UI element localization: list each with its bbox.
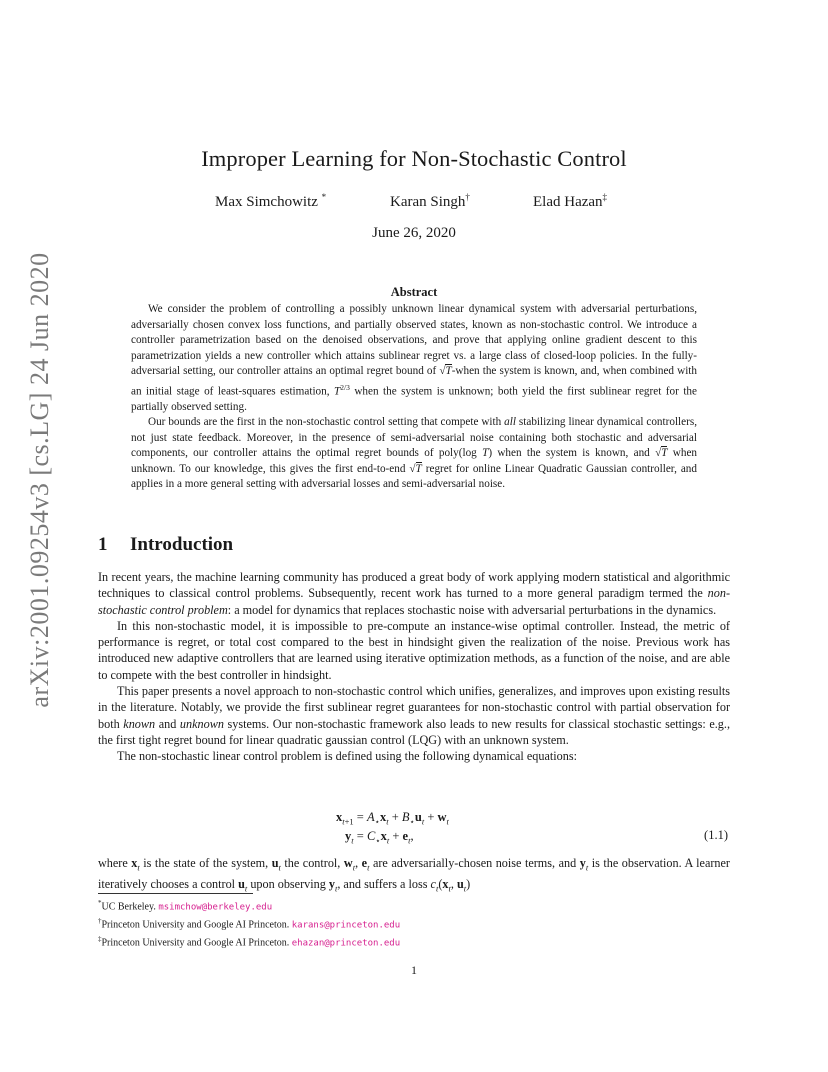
equation-line-observation: $y_t = C_⋆x_t + e_t$, <box>345 829 414 846</box>
email-link[interactable]: karans@princeton.edu <box>291 920 401 931</box>
paper-title: Improper Learning for Non-Stochastic Control <box>201 146 627 171</box>
author-3 <box>533 192 607 211</box>
section-heading <box>98 534 233 556</box>
author-2 <box>390 192 470 211</box>
arxiv-id: arXiv:2001.09254v3 [cs.LG] 24 Jun 2020 <box>25 252 54 708</box>
author-name: Max Simchowitz <box>215 194 318 210</box>
page-number: 1 <box>411 963 417 977</box>
intro-paragraph-2: In this non-stochastic model, it is impossible to pre-compute an instance-wise optimal controller. Instead, the metric of performance is regret, or total cost compared to the best in hindsight given the realization of the noise. Previous work has introduced new adaptive controllers that are learned using iterative optimization methods, as a function of the noise, and are able to compete with the best controller in hindsight. <box>98 618 730 682</box>
author-1 <box>215 192 326 211</box>
paper-date: June 26, 2020 <box>372 225 456 241</box>
arxiv-stamp <box>20 252 60 708</box>
footnotes <box>98 897 400 951</box>
email-link[interactable]: ehazan@princeton.edu <box>291 938 401 949</box>
author-mark: † <box>465 192 470 202</box>
equation-line-state: $x_{t+1} = A_⋆x_t + B_⋆u_t + w_t$ <box>336 810 449 827</box>
abstract-body <box>131 302 697 493</box>
footnote-2: †Princeton University and Google AI Princeton. karans@princeton.edu <box>98 917 401 931</box>
footnote-1: *UC Berkeley. msimchow@berkeley.edu <box>98 899 273 913</box>
equation-description: where $x_t$ is the state of the system, $u_t$ the control, $w_t$, $e_t$ are adversarially-chosen noise terms, and $y_t$ is the observation. A learner iteratively chooses a control $u_t$ upon observing $y_t$, and suffers a loss $c_t(x_t$, $u_t$) <box>98 856 730 894</box>
section-number: 1 <box>98 534 108 555</box>
abstract-paragraph-2: Our bounds are the first in the non-stochastic control setting that compete with all stabilizing linear dynamical controllers, not just state feedback. Moreover, in the presence of semi-adversarial noise containing both stochastic and adversarial components, our controller attains the optimal regret bounds of poly(log T) when the system is known, and √T when unknown. To our knowledge, this gives the first end-to-end √T regret for online Linear Quadratic Gaussian controller, and applies in a more general setting with adversarial losses and semi-adversarial noise. <box>131 416 697 491</box>
intro-paragraph-4: The non-stochastic linear control problem is defined using the following dynamical equations: <box>117 749 577 764</box>
section-title: Introduction <box>130 534 234 555</box>
intro-paragraph-1: In recent years, the machine learning community has produced a great body of work applying modern statistical and algorithmic techniques to classical control problems. Subsequently, recent work has turned to a more general paradigm termed the non-stochastic control problem: a model for dynamics that replaces stochastic noise with adversarial perturbations in the dynamics. <box>98 570 730 617</box>
email-link[interactable]: msimchow@berkeley.edu <box>158 902 273 913</box>
dynamics-equation <box>98 808 730 848</box>
footnote-3: ‡Princeton University and Google AI Princeton. ehazan@princeton.edu <box>98 935 401 949</box>
author-mark: ‡ <box>602 192 608 202</box>
author-name: Karan Singh <box>390 194 466 210</box>
abstract-heading: Abstract <box>390 285 438 299</box>
introduction-body <box>98 569 730 765</box>
author-mark: * <box>321 192 327 202</box>
equation-number: (1.1) <box>704 828 728 842</box>
abstract-paragraph-1: We consider the problem of controlling a possibly unknown linear dynamical system with adversarial perturbations, adversarially chosen convex loss functions, and partially observed states, known as non-stochastic control. We introduce a controller parametrization based on the denoised observations, and prove that applying online gradient descent to this parametrization yields a new controller which attains sublinear regret vs. a large class of closed-loop policies. In the fully-adversarial setting, our controller attains an optimal regret bound of √T-when the system is known, and, when combined with an initial stage of least-squares estimation, $T^{2/3}$ when the system is unknown; both yield the first sublinear regret for the partially observed setting. <box>131 303 697 413</box>
intro-paragraph-3: This paper presents a novel approach to non-stochastic control which unifies, generalizes, and improves upon existing results in the literature. Notably, we provide the first sublinear regret guarantees for non-stochastic control with partial observation for both known and unknown systems. Our non-stochastic framework also leads to new results for classical stochastic settings: e.g., the first tight regret bound for linear quadratic gaussian control (LQG) with an unknown system. <box>98 684 730 747</box>
author-name: Elad Hazan <box>533 194 603 210</box>
footnote-divider <box>98 893 253 894</box>
